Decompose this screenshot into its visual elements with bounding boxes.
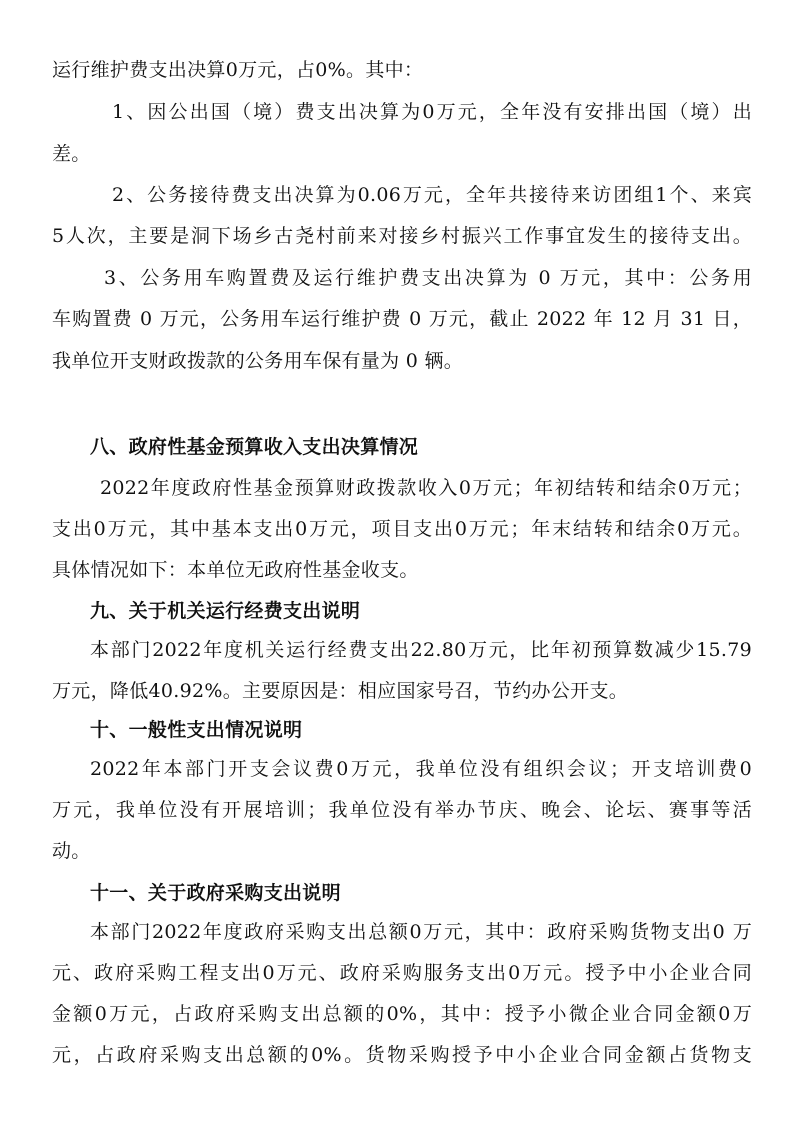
text-line: 2022年本部门开支会议费0万元，我单位没有组织会议；开支培训费0 (90, 758, 752, 780)
section-heading: 八、政府性基金预算收入支出决算情况 (90, 436, 419, 458)
text-line: 动。 (52, 840, 91, 862)
text-line: 万元，我单位没有开展培训；我单位没有举办节庆、晚会、论坛、赛事等活 (52, 799, 752, 821)
text-line: 车购置费 0 万元，公务用车运行维护费 0 万元，截止 2022 年 12 月 31 日， (52, 308, 752, 330)
text-line: 5人次，主要是洞下场乡古尧村前来对接乡村振兴工作事宜发生的接待支出。 (52, 225, 752, 247)
text-line: 万元，降低40.92%。主要原因是：相应国家号召，节约办公开支。 (52, 680, 629, 702)
text-line: 元、政府采购工程支出0万元、政府采购服务支出0万元。授予中小企业合同 (52, 962, 752, 984)
section-heading: 十一、关于政府采购支出说明 (90, 882, 341, 904)
text-line: 元，占政府采购支出总额的0%。货物采购授予中小企业合同金额占货物支 (52, 1044, 752, 1066)
text-line: 差。 (52, 143, 91, 165)
text-line: 支出0万元，其中基本支出0万元，项目支出0万元；年末结转和结余0万元。 (52, 518, 752, 540)
text-line: 1、因公出国（境）费支出决算为0万元，全年没有安排出国（境）出 (112, 101, 752, 123)
text-line: 我单位开支财政拨款的公务用车保有量为 0 辆。 (52, 350, 464, 372)
text-line: 金额0万元，占政府采购支出总额的0%，其中：授予小微企业合同金额0万 (52, 1003, 752, 1025)
text-line: 2022年度政府性基金预算财政拨款收入0万元；年初结转和结余0万元； (100, 477, 752, 499)
text-line: 本部门2022年度政府采购支出总额0万元，其中：政府采购货物支出0 万 (90, 921, 752, 943)
section-heading: 十、一般性支出情况说明 (90, 719, 303, 741)
text-line: 3、公务用车购置费及运行维护费支出决算为 0 万元，其中：公务用 (104, 267, 752, 289)
text-line: 2、公务接待费支出决算为0.06万元，全年共接待来访团组1个、来宾 (112, 184, 752, 206)
section-heading: 九、关于机关运行经费支出说明 (90, 600, 361, 622)
text-line: 运行维护费支出决算0万元，占0%。其中： (52, 59, 424, 81)
text-line: 本部门2022年度机关运行经费支出22.80万元，比年初预算数减少15.79 (90, 639, 752, 661)
text-line: 具体情况如下：本单位无政府性基金收支。 (52, 559, 419, 581)
